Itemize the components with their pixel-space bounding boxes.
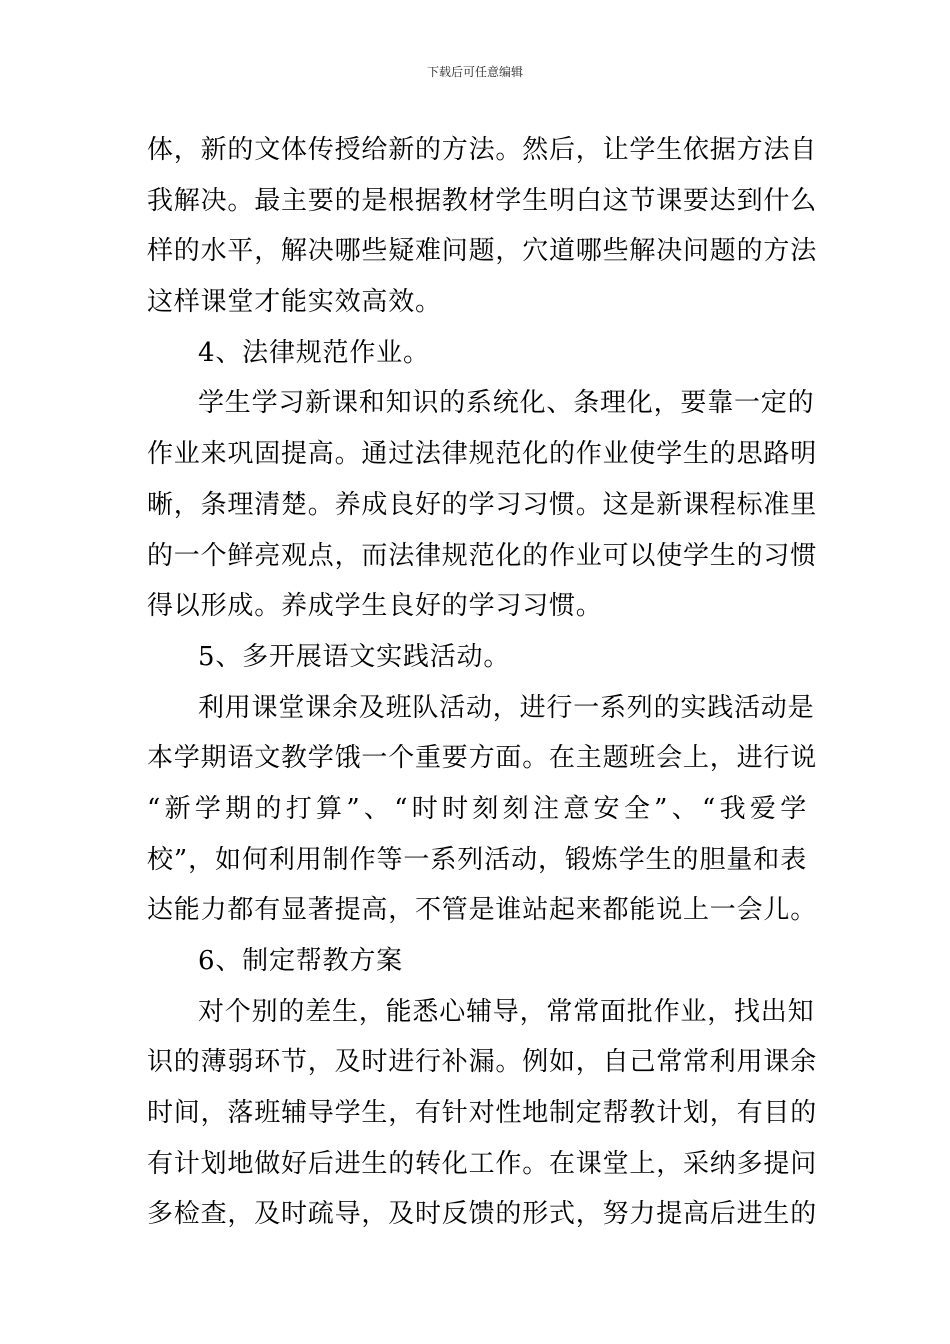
text-line: 本学期语文教学饿一个重要方面。在主题班会上，进行说 — [147, 743, 818, 774]
text-line: 有计划地做好后进生的转化工作。在课堂上，采纳多提问 — [147, 1148, 818, 1179]
text-line: 我解决。最主要的是根据教材学生明白这节课要达到什么 — [147, 185, 818, 216]
text-line: 6、制定帮教方案 — [198, 946, 403, 976]
text-line: 校”，如何利用制作等一系列活动，锻炼学生的胆量和表 — [147, 844, 807, 875]
text-line: 4、法律规范作业。 — [198, 337, 430, 368]
text-line: 对个别的差生，能悉心辅导，常常面批作业，找出知 — [198, 996, 815, 1027]
text-line: 体，新的文体传授给新的方法。然后，让学生依据方法自 — [147, 135, 818, 165]
text-line: 时间，落班辅导学生，有针对性地制定帮教计划，有目的 — [147, 1098, 818, 1129]
text-line: 识的薄弱环节，及时进行补漏。例如，自己常常利用课余 — [147, 1047, 818, 1078]
text-line: 这样课堂才能实效高效。 — [147, 287, 442, 318]
document-body — [147, 125, 818, 1240]
text-line: 达能力都有显著提高，不管是谁站起来都能说上一会儿。 — [147, 895, 818, 926]
text-line: 的一个鲜亮观点，而法律规范化的作业可以使学生的习惯 — [147, 540, 818, 571]
text-line: 晰，条理清楚。养成良好的学习习惯。这是新课程标准里 — [147, 489, 818, 520]
page-header-note: 下载后可任意编辑 — [426, 65, 523, 79]
text-line: 样的水平，解决哪些疑难问题，穴道哪些解决问题的方法 — [147, 236, 818, 267]
text-line: 得以形成。养成学生良好的学习习惯。 — [147, 591, 603, 622]
text-line: 5、多开展语文实践活动。 — [198, 641, 511, 672]
text-line: 多检查，及时疏导，及时反馈的形式，努力提高后进生的 — [147, 1199, 818, 1230]
text-line: 作业来巩固提高。通过法律规范化的作业使学生的思路明 — [147, 439, 818, 470]
text-line: 利用课堂课余及班队活动，进行一系列的实践活动是 — [198, 692, 815, 723]
text-line: “新学期的打算”、“时时刻刻注意安全”、“我爱学 — [147, 793, 807, 824]
text-line: 学生学习新课和知识的系统化、条理化，要靠一定的 — [198, 388, 815, 419]
